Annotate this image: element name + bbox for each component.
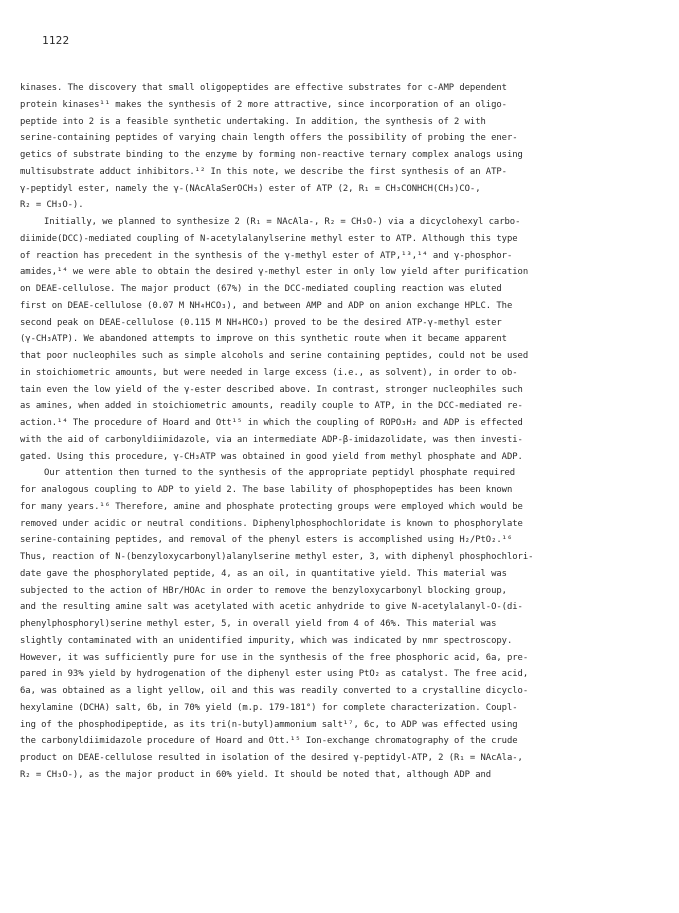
text-line: action.¹⁴ The procedure of Hoard and Ott¹⁵ in which the coupling of ROPO₃H₂ and ADP is effected bbox=[20, 418, 523, 428]
text-line: tain even the low yield of the γ-ester described above. In contrast, stronger nucleophiles such bbox=[20, 384, 523, 395]
text-line: and the resulting amine salt was acetylated with acetic anhydride to give N-acetylalanyl-O-(di- bbox=[20, 602, 523, 613]
text-line: 6a, was obtained as a light yellow, oil and this was readily converted to a crystalline dicyclo- bbox=[20, 686, 529, 696]
text-line: pared in 93% yield by hydrogenation of the diphenyl ester using PtO₂ as catalyst. The free acid, bbox=[20, 669, 529, 680]
article-body bbox=[20, 80, 660, 800]
text-line: peptide into 2 is a feasible synthetic undertaking. In addition, the synthesis of 2 with bbox=[20, 116, 486, 127]
text-line: phenylphosphoryl)serine methyl ester, 5, in overall yield from 4 of 46%. This material was bbox=[20, 619, 497, 629]
text-line: Our attention then turned to the synthesis of the appropriate peptidyl phosphate required bbox=[44, 468, 516, 479]
text-line: multisubstrate adduct inhibitors.¹² In this note, we describe the first synthesis of an ATP- bbox=[20, 166, 507, 177]
text-line: ing of the phosphodipeptide, as its tri(n-butyl)ammonium salt¹⁷, 6c, to ADP was effected using bbox=[20, 719, 518, 730]
text-line: with the aid of carbonyldiimidazole, via an intermediate ADP-β-imidazolidate, was then investi- bbox=[20, 434, 523, 445]
text-line: for analogous coupling to ADP to yield 2. The base lability of phosphopeptides has been known bbox=[20, 485, 513, 495]
text-line: first on DEAE-cellulose (0.07 M NH₄HCO₃), and between AMP and ADP on anion exchange HPLC. The bbox=[20, 300, 513, 311]
text-line: date gave the phosphorylated peptide, 4, as an oil, in quantitative yield. This material was bbox=[20, 568, 507, 579]
text-line: serine-containing peptides, and removal of the phenyl esters is accomplished using H₂/PtO₂.¹⁶ bbox=[20, 535, 513, 546]
text-line: serine-containing peptides of varying chain length offers the possibility of probing the ener- bbox=[20, 133, 518, 144]
text-line: as amines, when added in stoichiometric amounts, readily couple to ATP, in the DCC-mediated re- bbox=[20, 401, 523, 412]
text-line: gated. Using this procedure, γ-CH₃ATP was obtained in good yield from methyl phosphate and ADP. bbox=[20, 451, 523, 462]
text-line: Thus, reaction of N-(benzyloxycarbonyl)alanylserine methyl ester, 3, with diphenyl phosphochlori- bbox=[20, 552, 534, 562]
text-line: Initially, we planned to synthesize 2 (R₁ = NAcAla-, R₂ = CH₃O-) via a dicyclohexyl carbo- bbox=[44, 217, 521, 227]
text-line: of reaction has precedent in the synthesis of the γ-methyl ester of ATP,¹³,¹⁴ and γ-phosphor- bbox=[20, 250, 513, 261]
text-line: on DEAE-cellulose. The major product (67%) in the DCC-mediated coupling reaction was eluted bbox=[20, 284, 502, 294]
text-line: getics of substrate binding to the enzyme by forming non-reactive ternary complex analogs using bbox=[20, 150, 523, 160]
text-line: slightly contaminated with an unidentified impurity, which was indicated by nmr spectroscopy. bbox=[20, 635, 513, 646]
text-line: for many years.¹⁶ Therefore, amine and phosphate protecting groups were employed which would be bbox=[20, 501, 523, 512]
text-line: in stoichiometric amounts, but were needed in large excess (i.e., as solvent), in order to ob- bbox=[20, 367, 518, 378]
text-line: (γ-CH₃ATP). We abandoned attempts to improve on this synthetic route when it became apparent bbox=[20, 334, 507, 345]
page-number: 1122 bbox=[42, 34, 70, 47]
text-line: hexylamine (DCHA) salt, 6b, in 70% yield (m.p. 179-181°) for complete characterization. Coupl- bbox=[20, 702, 518, 713]
text-line: removed under acidic or neutral conditions. Diphenylphosphochloridate is known to phosphorylate bbox=[20, 518, 523, 529]
text-line: diimide(DCC)-mediated coupling of N-acetylalanylserine methyl ester to ATP. Although this type bbox=[20, 233, 518, 244]
text-line: that poor nucleophiles such as simple alcohols and serine containing peptides, could not be used bbox=[20, 351, 529, 361]
text-line: R₂ = CH₃O-). bbox=[20, 200, 84, 211]
text-line: second peak on DEAE-cellulose (0.115 M NH₄HCO₃) proved to be the desired ATP-γ-methyl ester bbox=[20, 317, 502, 328]
text-line: protein kinases¹¹ makes the synthesis of 2 more attractive, since incorporation of an oligo- bbox=[20, 99, 507, 110]
text-line: γ-peptidyl ester, namely the γ-(NAcAlaSerOCH₃) ester of ATP (2, R₁ = CH₃CONHCH(CH₃)CO-, bbox=[20, 183, 481, 194]
text-line: amides,¹⁴ we were able to obtain the desired γ-methyl ester in only low yield after purification bbox=[20, 267, 529, 278]
text-line: the carbonyldiimidazole procedure of Hoard and Ott.¹⁵ Ion-exchange chromatography of the crude bbox=[20, 736, 518, 747]
text-line: product on DEAE-cellulose resulted in isolation of the desired γ-peptidyl-ATP, 2 (R₁ = NAcAla-, bbox=[20, 753, 523, 763]
text-line bbox=[20, 784, 660, 801]
text-line: R₂ = CH₃O-), as the major product in 60% yield. It should be noted that, although ADP and bbox=[20, 769, 492, 780]
text-line: kinases. The discovery that small oligopeptides are effective substrates for c-AMP dependent bbox=[20, 83, 507, 93]
text-line: subjected to the action of HBr/HOAc in order to remove the benzyloxycarbonyl blocking group, bbox=[20, 585, 507, 596]
text-line: However, it was sufficiently pure for use in the synthesis of the free phosphoric acid, 6a, pre- bbox=[20, 652, 529, 663]
